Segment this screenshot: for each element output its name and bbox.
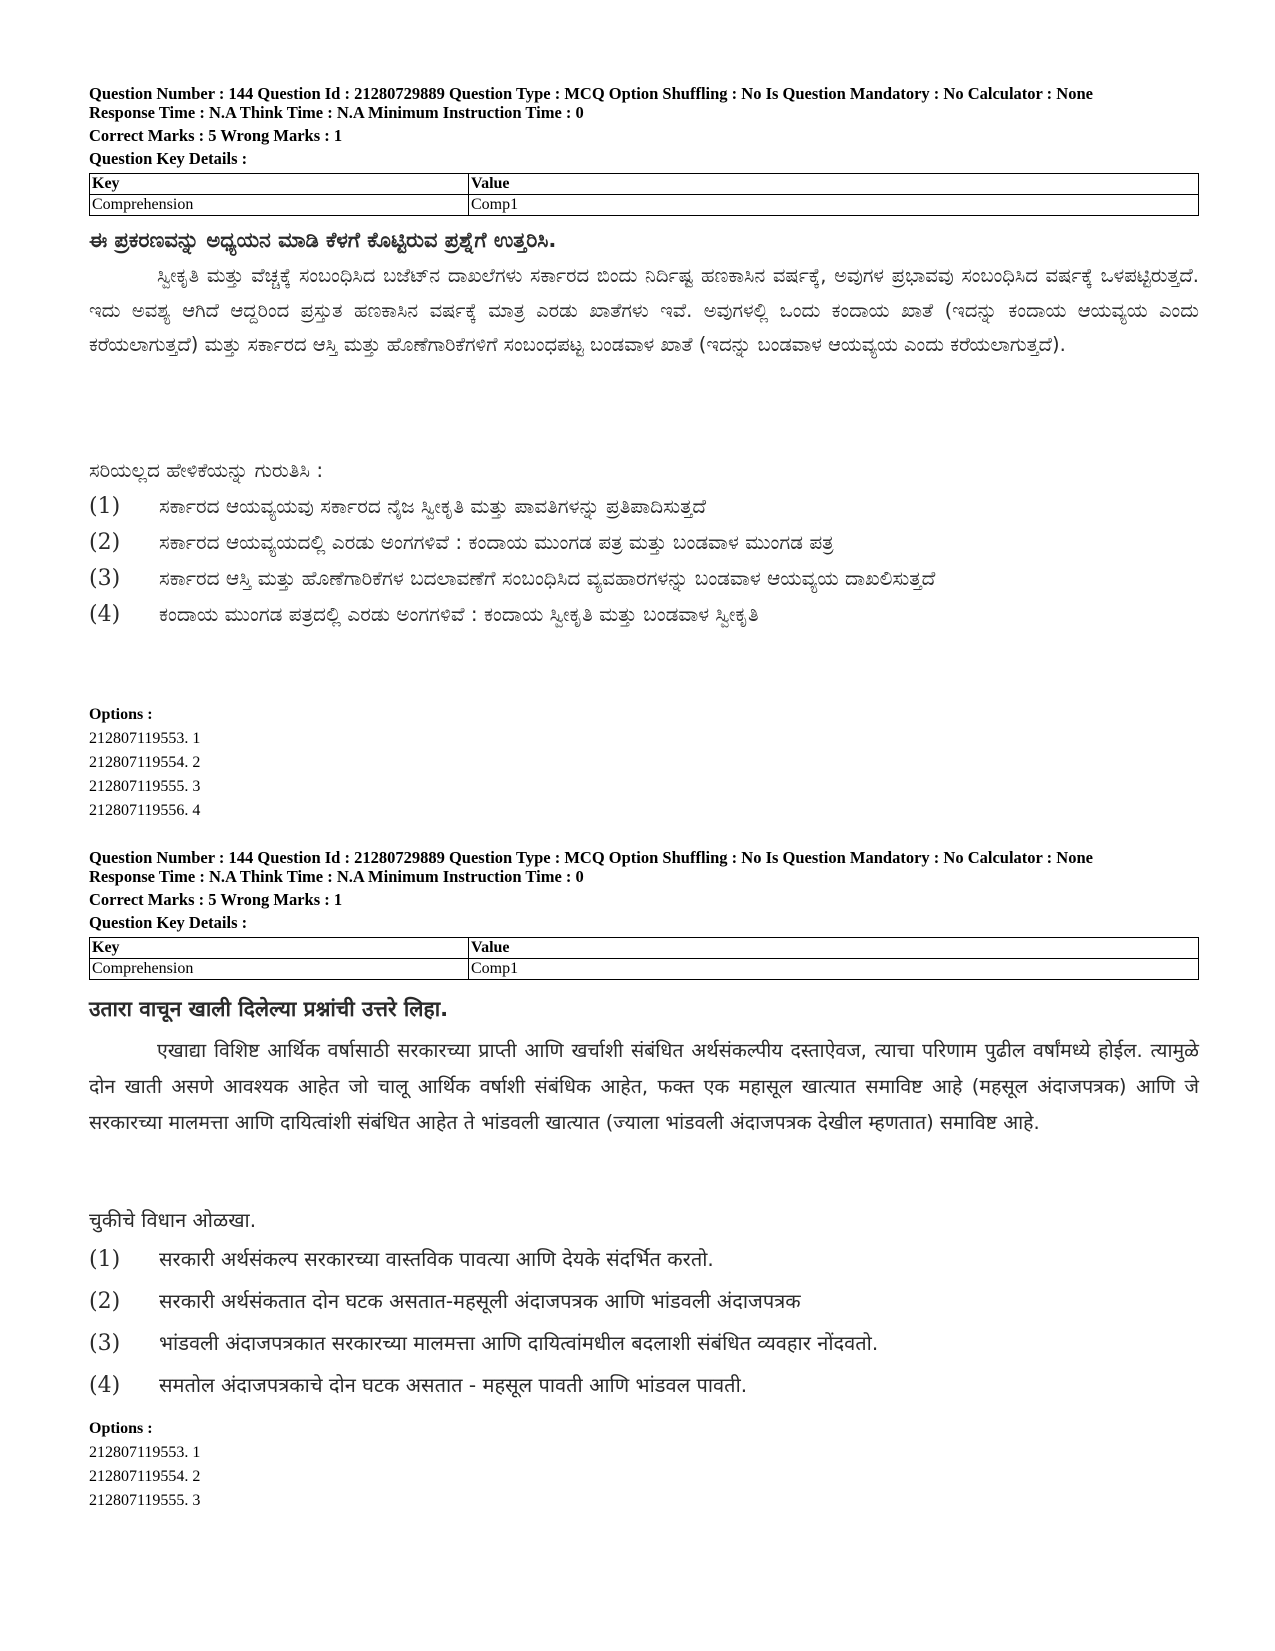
statement-number: (2) — [89, 530, 121, 555]
timing-meta-line: Response Time : N.A Think Time : N.A Minimum Instruction Time : 0 — [89, 867, 584, 886]
statement-number: (1) — [89, 1247, 121, 1272]
statement-item — [89, 1327, 1199, 1359]
comprehension-passage — [89, 228, 1199, 363]
statement-item — [89, 562, 1199, 594]
options-list — [89, 1417, 200, 1513]
passage-title: उतारा वाचून खाली दिलेल्या प्रश्नांची उत्तरे लिहा. — [89, 997, 449, 1021]
statement-item — [89, 490, 1199, 522]
table-header-value: Value — [469, 174, 1199, 195]
question-header — [89, 848, 1199, 932]
statement-text: ಕಂದಾಯ ಮುಂಗಡ ಪತ್ರದಲ್ಲಿ ಎರಡು ಅಂಗಗಳಿವೆ : ಕಂದಾಯ ಸ್ವೀಕೃತಿ ಮತ್ತು ಬಂಡವಾಳ ಸ್ವೀಕೃತಿ — [159, 602, 759, 626]
table-header-value: Value — [469, 938, 1199, 959]
key-details-label: Question Key Details : — [89, 149, 248, 168]
statement-text: सरकारी अर्थसंकतात दोन घटक असतात-महसूली अंदाजपत्रक आणि भांडवली अंदाजपत्रक — [159, 1289, 801, 1313]
passage-body: एखाद्या विशिष्ट आर्थिक वर्षासाठी सरकारच्या प्राप्ती आणि खर्चाशी संबंधित अर्थसंकल्पीय दस्ताऐवज, त्याचा परिणाम पुढील वर्षांमध्ये होईल. त्यामुळे दोन खाती असणे आवश्यक आहेत जो चालू आर्थिक वर्षाशी संबंधिक आहेत, फक्त एक महासूल खात्यात समाविष्ट आहे (महसूल अंदाजपत्रक) आणि जे सरकारच्या मालमत्ता आणि दायित्वांशी संबंधित आहेत ते भांडवली खात्यात (ज्याला भांडवली अंदाजपत्रक देखील म्हणतात) समाविष्ट आहे. — [89, 1039, 1199, 1134]
statement-item — [89, 598, 1199, 630]
statement-number: (3) — [89, 566, 121, 591]
table-row — [90, 959, 1199, 980]
option-item[interactable]: 212807119556. 4 — [89, 802, 201, 819]
statement-text: ಸರ್ಕಾರದ ಆಯವ್ಯಯದಲ್ಲಿ ಎರಡು ಅಂಗಗಳಿವೆ : ಕಂದಾಯ ಮುಂಗಡ ಪತ್ರ ಮತ್ತು ಬಂಡವಾಳ ಮುಂಗಡ ಪತ್ರ — [159, 530, 834, 554]
question-meta-line: Question Number : 144 Question Id : 21280729889 Question Type : MCQ Option Shuffling : No Is Question Mandatory : No Calculator : None — [89, 84, 1093, 103]
statement-number: (1) — [89, 494, 121, 519]
table-cell-value: Comp1 — [469, 959, 1199, 980]
comprehension-passage — [89, 995, 1199, 1141]
statement-number: (2) — [89, 1289, 121, 1314]
table-row — [90, 174, 1199, 195]
table-header-key: Key — [90, 174, 469, 195]
statement-text: समतोल अंदाजपत्रकाचे दोन घटक असतात - महसूल पावती आणि भांडवल पावती. — [159, 1373, 748, 1397]
option-item[interactable]: 212807119553. 1 — [89, 1444, 201, 1461]
key-details-table — [89, 173, 1199, 216]
key-details-label: Question Key Details : — [89, 913, 248, 932]
statement-item — [89, 526, 1199, 558]
table-header-key: Key — [90, 938, 469, 959]
options-label: Options : — [89, 1420, 153, 1437]
statement-number: (4) — [89, 602, 121, 627]
table-cell-key: Comprehension — [90, 195, 469, 216]
passage-title: ಈ ಪ್ರಕರಣವನ್ನು ಅಧ್ಯಯನ ಮಾಡಿ ಕೆಳಗೆ ಕೊಟ್ಟಿರುವ ಪ್ರಶ್ನೆಗೆ ಉತ್ತರಿಸಿ. — [89, 228, 557, 252]
statement-text: ಸರ್ಕಾರದ ಆಯವ್ಯಯವು ಸರ್ಕಾರದ ನೈಜ ಸ್ವೀಕೃತಿ ಮತ್ತು ಪಾವತಿಗಳನ್ನು ಪ್ರತಿಪಾದಿಸುತ್ತದೆ — [159, 494, 707, 518]
marks-line: Correct Marks : 5 Wrong Marks : 1 — [89, 126, 343, 145]
option-item[interactable]: 212807119554. 2 — [89, 1468, 201, 1485]
statement-item — [89, 1285, 1199, 1317]
table-cell-key: Comprehension — [90, 959, 469, 980]
table-row — [90, 195, 1199, 216]
question-meta-line: Question Number : 144 Question Id : 21280729889 Question Type : MCQ Option Shuffling : No Is Question Mandatory : No Calculator : None — [89, 848, 1093, 867]
question-statements — [89, 458, 1199, 630]
statement-text: सरकारी अर्थसंकल्प सरकारच्या वास्तविक पावत्या आणि देयके संदर्भित करतो. — [159, 1247, 714, 1271]
passage-body: ಸ್ವೀಕೃತಿ ಮತ್ತು ವೆಚ್ಚಕ್ಕೆ ಸಂಬಂಧಿಸಿದ ಬಜೆಟ್‌ನ ದಾಖಲೆಗಳು ಸರ್ಕಾರದ ಬಿಂದು ನಿರ್ದಿಷ್ಟ ಹಣಕಾಸಿನ ವರ್ಷಕ್ಕೆ, ಅವುಗಳ ಪ್ರಭಾವವು ಸಂಬಂಧಿಸಿದ ವರ್ಷಕ್ಕೆ ಒಳಪಟ್ಟಿರುತ್ತದೆ. ಇದು ಅವಶ್ಯ ಆಗಿದೆ ಆದ್ದರಿಂದ ಪ್ರಸ್ತುತ ಹಣಕಾಸಿನ ವರ್ಷಕ್ಕೆ ಮಾತ್ರ ಎರಡು ಖಾತೆಗಳು ಇವೆ. ಅವುಗಳಲ್ಲಿ ಒಂದು ಕಂದಾಯ ಖಾತೆ (ಇದನ್ನು ಕಂದಾಯ ಆಯವ್ಯಯ ಎಂದು ಕರೆಯಲಾಗುತ್ತದೆ) ಮತ್ತು ಸರ್ಕಾರದ ಆಸ್ತಿ ಮತ್ತು ಹೊಣೆಗಾರಿಕೆಗಳಿಗೆ ಸಂಬಂಧಪಟ್ಟ ಬಂಡವಾಳ ಖಾತೆ (ಇದನ್ನು ಬಂಡವಾಳ ಆಯವ್ಯಯ ಎಂದು ಕರೆಯಲಾಗುತ್ತದೆ). — [89, 264, 1199, 356]
statement-text: ಸರ್ಕಾರದ ಆಸ್ತಿ ಮತ್ತು ಹೊಣೆಗಾರಿಕೆಗಳ ಬದಲಾವಣೆಗೆ ಸಂಬಂಧಿಸಿದ ವ್ಯವಹಾರಗಳನ್ನು ಬಂಡವಾಳ ಆಯವ್ಯಯ ದಾಖಲಿಸುತ್ತದೆ — [159, 566, 936, 590]
timing-meta-line: Response Time : N.A Think Time : N.A Minimum Instruction Time : 0 — [89, 103, 584, 122]
question-statements — [89, 1206, 1199, 1401]
table-cell-value: Comp1 — [469, 195, 1199, 216]
options-list — [89, 703, 200, 823]
question-prompt: ಸರಿಯಲ್ಲದ ಹೇಳಿಕೆಯನ್ನು ಗುರುತಿಸಿ : — [89, 458, 324, 482]
option-item[interactable]: 212807119555. 3 — [89, 778, 201, 795]
question-header — [89, 84, 1199, 168]
statement-text: भांडवली अंदाजपत्रकात सरकारच्या मालमत्ता आणि दायित्वांमधील बदलाशी संबंधित व्यवहार नोंदवतो. — [159, 1331, 879, 1355]
statement-item — [89, 1243, 1199, 1275]
key-details-table — [89, 937, 1199, 980]
marks-line: Correct Marks : 5 Wrong Marks : 1 — [89, 890, 343, 909]
statement-number: (3) — [89, 1331, 121, 1356]
statement-item — [89, 1369, 1199, 1401]
option-item[interactable]: 212807119553. 1 — [89, 730, 201, 747]
question-prompt: चुकीचे विधान ओळखा. — [89, 1208, 257, 1232]
statement-number: (4) — [89, 1373, 121, 1398]
options-label: Options : — [89, 706, 153, 723]
table-row — [90, 938, 1199, 959]
option-item[interactable]: 212807119555. 3 — [89, 1492, 201, 1509]
option-item[interactable]: 212807119554. 2 — [89, 754, 201, 771]
